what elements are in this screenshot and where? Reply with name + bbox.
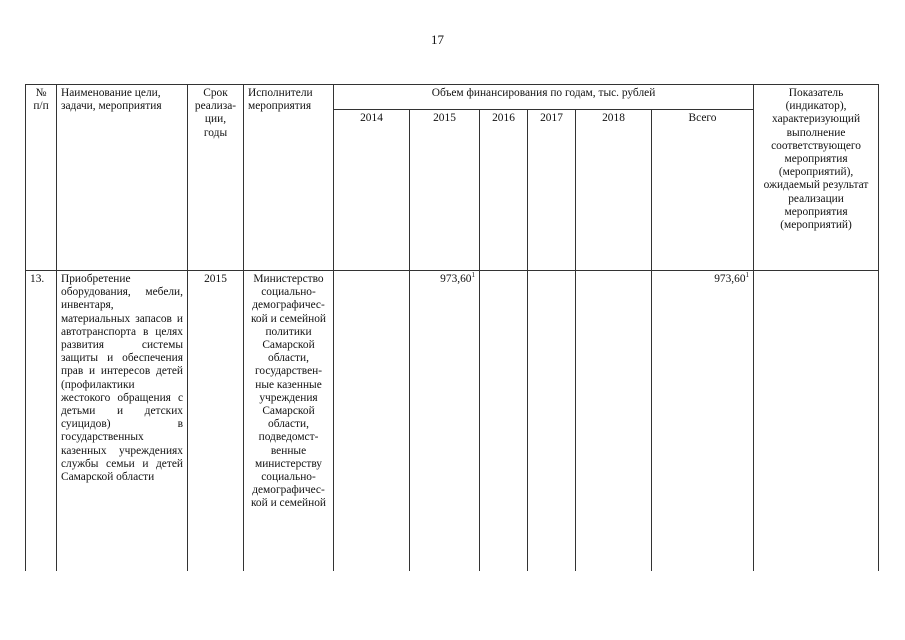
footnote-mark: 1 (745, 271, 750, 279)
row-value-total (652, 271, 754, 571)
row-name: Приобретение оборудования, мебели, инвентаря, материальных запасов и автотранспорта в целях развития системы защиты и обеспечения прав и интересов детей (профилактики жестокого обращения с детьми и детских суицидов) в государственных казенных учреждениях службы семьи и детей Самарской области (57, 271, 188, 571)
header-year-2016: 2016 (480, 110, 528, 271)
header-term: Срок реализа-ции, годы (188, 85, 244, 271)
program-table (25, 84, 879, 571)
row-num: 13. (26, 271, 57, 571)
row-value-2016 (480, 271, 528, 571)
header-year-2014: 2014 (334, 110, 410, 271)
row-term: 2015 (188, 271, 244, 571)
header-indicator: Показатель (индикатор), характеризующий выполнение соответствующего мероприятия (мероприятий), ожидаемый результат реализации мероприятия (мероприятий) (754, 85, 879, 271)
table-row (26, 271, 879, 571)
value-2015-text: 973,60 (440, 273, 472, 285)
header-year-2017: 2017 (528, 110, 576, 271)
value-total-text: 973,60 (714, 273, 746, 285)
header-year-2015: 2015 (410, 110, 480, 271)
header-funding-group: Объем финансирования по годам, тыс. рублей (334, 85, 754, 110)
header-year-2018: 2018 (576, 110, 652, 271)
row-value-2015 (410, 271, 480, 571)
row-indicator (754, 271, 879, 571)
row-executors: Министерство социально-демографичес-кой и семейной политики Самарской области, государствен-ные казенные учреждения Самарской области, подведомст-венные министерству социально-демографичес-кой и семейной (244, 271, 334, 571)
row-value-2014 (334, 271, 410, 571)
header-executors: Исполнители мероприятия (244, 85, 334, 271)
footnote-mark: 1 (471, 271, 475, 279)
row-value-2017 (528, 271, 576, 571)
header-total: Всего (652, 110, 754, 271)
row-value-2018 (576, 271, 652, 571)
header-num: № п/п (26, 85, 57, 271)
header-row (26, 85, 879, 110)
page-number: 17 (431, 32, 444, 47)
header-name: Наименование цели, задачи, мероприятия (57, 85, 188, 271)
